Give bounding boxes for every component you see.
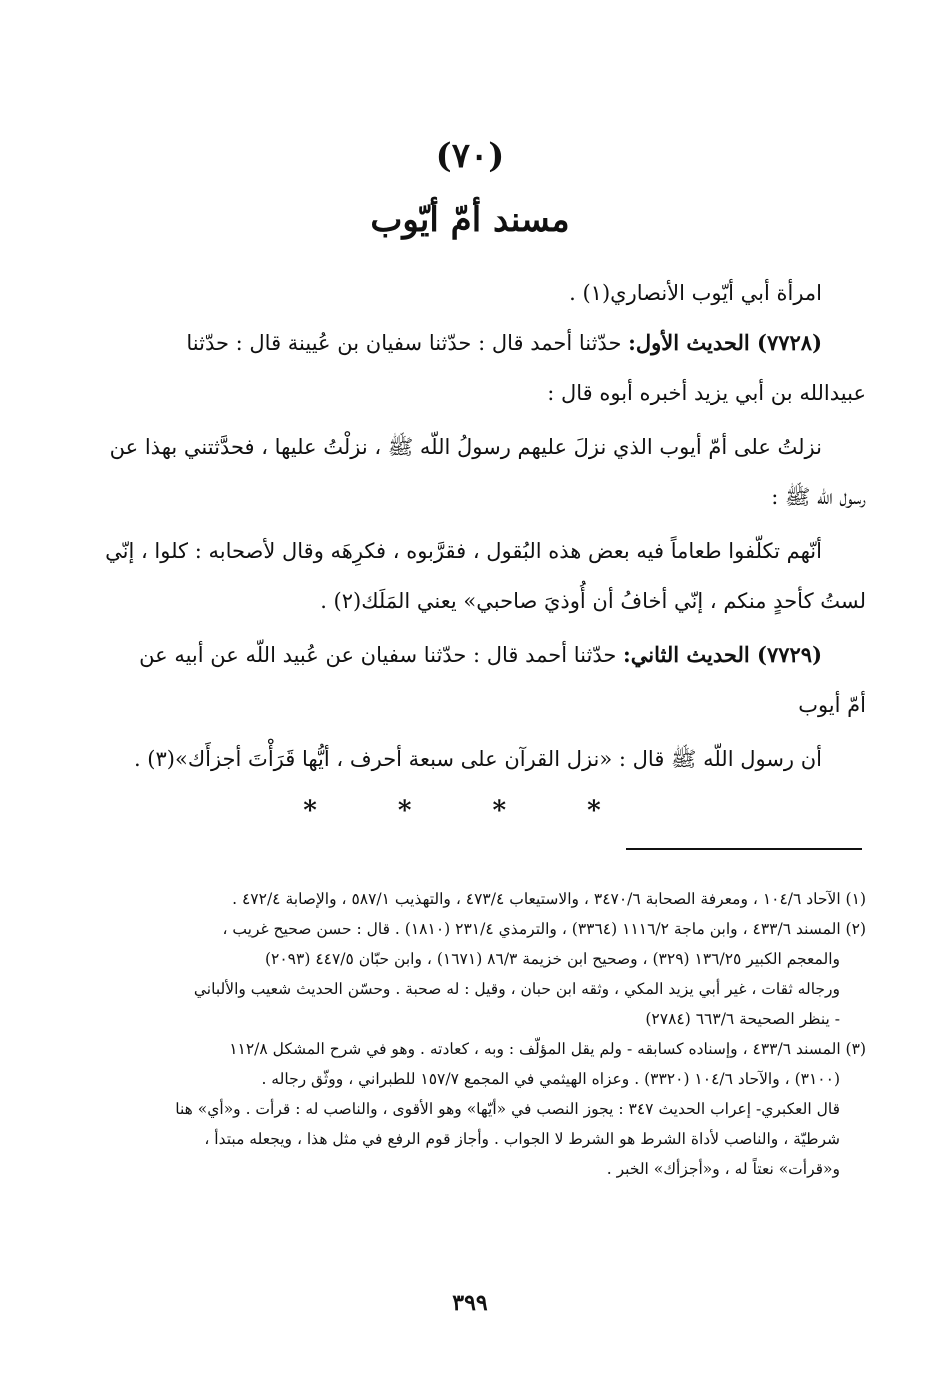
intro-line: امرأة أبي أيّوب الأنصاري(١) . (569, 281, 822, 305)
footnote-line: (١) الآحاد ١٠٤/٦ ، ومعرفة الصحابة ٣٤٧٠/٦ ، والاستيعاب ٤٧٣/٤ ، والتهذيب ٥٨٧/١ ، والإصابة ٤٧٢/٤ . (232, 890, 866, 908)
footnote-line: - ينظر الصحيحة ٦٦٣/٦ (٢٧٨٤) (645, 1010, 840, 1028)
footnote-line: قال العكبري- إعراب الحديث ٣٤٧ : يجوز النصب في «أيّها» وهو الأقوى ، والناصب له : قرأت . و«أي» هنا (175, 1100, 840, 1118)
body-text (96, 268, 866, 784)
hadith-1-first-line (96, 318, 866, 368)
footnotes (96, 884, 866, 1184)
page-number: ٣٩٩ (452, 1290, 488, 1316)
footnote-line: ورجاله ثقات ، غير أبي يزيد المكي ، وثقه ابن حبان ، وقيل : له صحبة . وحسّن الحديث شعيب والألباني (193, 980, 840, 998)
footnote-line: (٣١٠٠) ، والآحاد ١٠٤/٦ (٣٣٢٠) . وعزاه الهيثمي في المجمع ١٥٧/٧ للطبراني ، ووثّق رجاله . (261, 1070, 840, 1088)
hadith-1-line: نزلتُ على أمّ أيوب الذي نزلَ عليهم رسولُ اللّه ﷺ ، نزلْتُ عليها ، فحدَّثتني بهذا عن (109, 435, 822, 459)
hadith-1-line: لستُ كأحدٍ منكم ، إنّي أخافُ أن أُوذيَ صاحبي» يعني المَلَك(٢) . (320, 589, 866, 613)
hadith-1-line1-text: حدّثنا أحمد قال : حدّثنا سفيان بن عُيينة قال : حدّثنا (186, 331, 622, 355)
hadith-2-heading: (٧٧٢٩) الحديث الثاني: (623, 642, 822, 667)
hadith-2-line: أمّ أيوب (798, 693, 866, 717)
section-divider-stars: * * * * (303, 796, 637, 826)
hadith-1-line: عبيدالله بن أبي يزيد أخبره أبوه قال : (547, 381, 866, 405)
hadith-2-line1-text: حدّثنا أحمد قال : حدّثنا سفيان عن عُبيد اللّه عن أبيه عن (139, 643, 617, 667)
hadith-2-first-line (96, 630, 866, 680)
footnote-line: و«قرأت» نعتاً له ، و«أجزأك» الخبر . (606, 1160, 840, 1178)
hadith-2-line: أن رسول اللّه ﷺ قال : «نزل القرآن على سبعة أحرف ، أيُّها قَرَأْتَ أجزأَك»(٣) . (133, 747, 822, 771)
hadith-1-heading: (٧٧٢٨) الحديث الأول: (628, 330, 822, 355)
footnote-line: (٢) المسند ٤٣٣/٦ ، وابن ماجة ١١١٦/٢ (٣٣٦٤) ، والترمذي ٢٣١/٤ (١٨١٠) . قال : حسن صحيح غريب ، (222, 920, 866, 938)
hadith-1-line: رسول اللّه ﷺ : (771, 485, 866, 509)
footnote-line: (٣) المسند ٤٣٣/٦ ، وإسناده كسابقه - ولم يقل المؤلّف : وبه ، كعادته . وهو في شرح المشكل ١١٢/٨ (229, 1040, 866, 1058)
section-title: مسند أمّ أيّوب (370, 200, 570, 240)
footnote-line: والمعجم الكبير ١٣٦/٢٥ (٣٢٩) ، وصحيح ابن خزيمة ٨٦/٣ (١٦٧١) ، وابن حبّان ٤٤٧/٥ (٢٠٩٣) (264, 950, 840, 968)
footnote-separator (626, 848, 862, 850)
hadith-1-line: أنّهم تكلّفوا طعاماً فيه بعض هذه البُقول ، فقرَّبوه ، فكرِهَه وقال لأصحابه : كلوا ، إنّي (105, 539, 822, 563)
section-number: (٧٠) (435, 136, 505, 176)
footnote-line: شرطيّة ، والناصب لأداة الشرط هو الشرط لا الجواب . وأجاز قوم الرفع في مثل هذا ، ويجعله مبتدأ ، (204, 1130, 840, 1148)
